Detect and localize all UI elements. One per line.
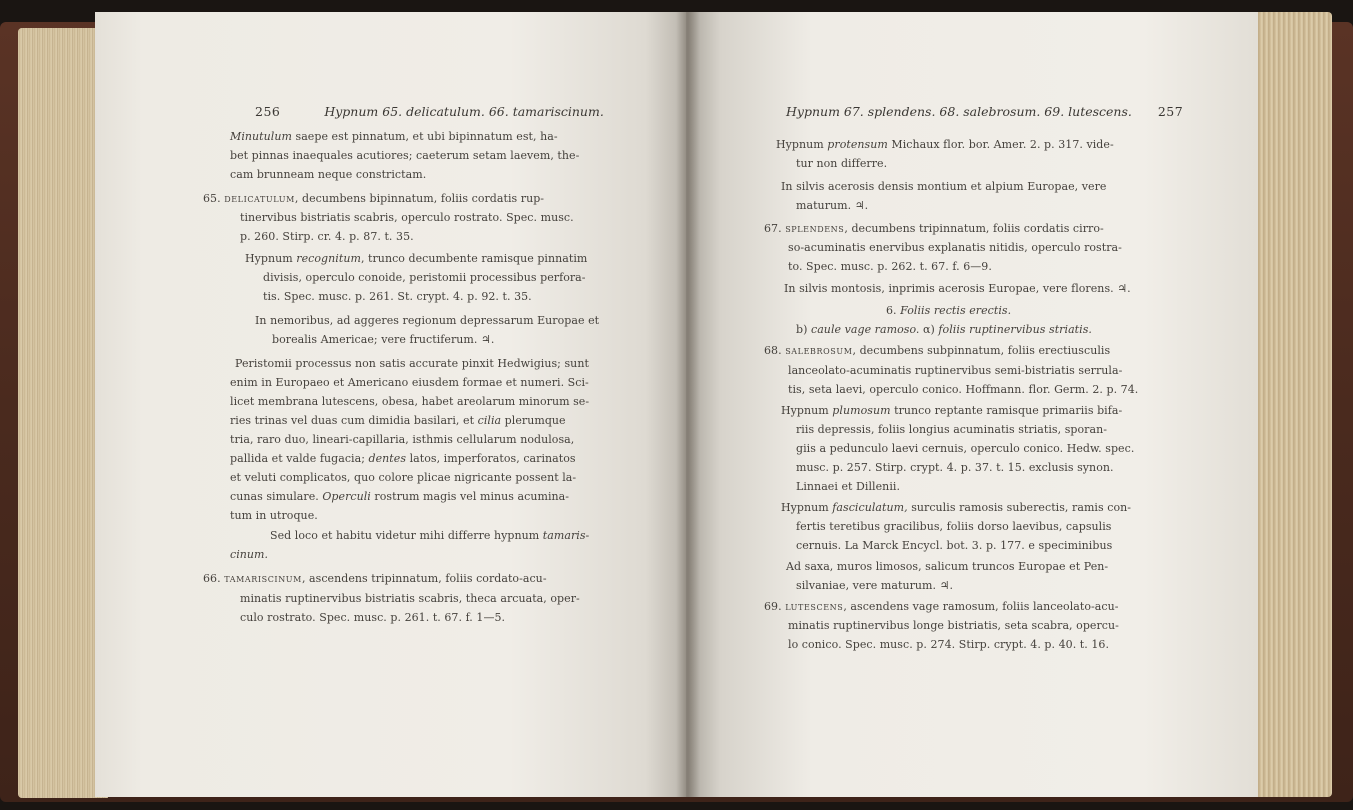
right-text-line: to. Spec. musc. p. 262. t. 67. f. 6—9. xyxy=(788,260,992,273)
right-text-line: riis depressis, foliis longius acuminatis striatis, sporan- xyxy=(796,423,1107,436)
right-text-line: Linnaei et Dillenii. xyxy=(796,480,901,493)
species-name: salebrosum xyxy=(785,344,853,357)
left-text-line: licet membrana lutescens, obesa, habet areolarum minorum se- xyxy=(230,395,590,408)
left-page xyxy=(95,12,687,797)
right-text-line: musc. p. 257. Stirp. crypt. 4. p. 37. t. 15. exclusis synon. xyxy=(796,461,1114,474)
left-running-head xyxy=(255,104,604,119)
left-running-title: Hypnum 65. delicatulum. 66. tamariscinum. xyxy=(324,104,604,119)
species-name: tamariscinum xyxy=(224,572,302,585)
left-text-line: divisis, operculo conoide, peristomii processibus perfora- xyxy=(263,271,586,284)
right-text-line: minatis ruptinervibus longe bistriatis, seta scabra, opercu- xyxy=(788,619,1119,632)
right-text-line: b) caule vage ramoso. α) foliis ruptinervibus striatis. xyxy=(796,323,1092,336)
right-text-line: Hypnum protensum Michaux flor. bor. Amer. 2. p. 317. vide- xyxy=(776,138,1114,151)
right-text-line: 68. salebrosum, decumbens subpinnatum, foliis erectiusculis xyxy=(764,344,1111,357)
right-text-line: tur non differre. xyxy=(796,157,888,170)
species-number: 69. xyxy=(764,600,786,613)
left-text-line: tria, raro duo, lineari-capillaria, isthmis cellularum nodulosa, xyxy=(230,433,575,446)
right-text-line: 67. splendens, decumbens tripinnatum, foliis cordatis cirro- xyxy=(764,222,1104,235)
left-text-line: p. 260. Stirp. cr. 4. p. 87. t. 35. xyxy=(240,230,414,243)
right-text-line: Hypnum plumosum trunco reptante ramisque primariis bifa- xyxy=(781,404,1123,417)
species-number: 65. xyxy=(203,192,225,205)
left-page-number: 256 xyxy=(255,104,281,119)
left-text-line: pallida et valde fugacia; dentes latos, imperforatos, carinatos xyxy=(230,452,576,465)
species-number: 66. xyxy=(203,572,225,585)
right-text-line: In silvis acerosis densis montium et alpium Europae, vere xyxy=(781,180,1107,193)
left-text-line: cinum. xyxy=(230,548,269,561)
species-name: splendens xyxy=(785,222,845,235)
left-text-line: bet pinnas inaequales acutiores; caeterum setam laevem, the- xyxy=(230,149,580,162)
right-text-line: Ad saxa, muros limosos, salicum truncos Europae et Pen- xyxy=(786,560,1109,573)
right-page xyxy=(686,12,1258,797)
right-text-line: so-acuminatis enervibus explanatis nitidis, operculo rostra- xyxy=(788,241,1122,254)
right-text-line: cernuis. La Marck Encycl. bot. 3. p. 177. e speciminibus xyxy=(796,539,1113,552)
left-text-line: enim in Europaeo et Americano eiusdem formae et numeri. Sci- xyxy=(230,376,589,389)
right-text-line: maturum. ♃. xyxy=(796,199,869,212)
left-text-line: tum in utroque. xyxy=(230,509,318,522)
left-text-line: Minutulum saepe est pinnatum, et ubi bipinnatum est, ha- xyxy=(230,130,558,143)
left-text-line: et veluti complicatos, quo colore plicae nigricante possent la- xyxy=(230,471,577,484)
right-running-head xyxy=(786,104,1183,119)
right-running-title: Hypnum 67. splendens. 68. salebrosum. 69. lutescens. xyxy=(786,104,1132,119)
left-text-line: In nemoribus, ad aggeres regionum depressarum Europae et xyxy=(255,314,600,327)
right-page-number: 257 xyxy=(1157,104,1184,119)
right-text-line: In silvis montosis, inprimis acerosis Europae, vere florens. ♃. xyxy=(784,282,1131,295)
left-text-line: borealis Americae; vere fructiferum. ♃. xyxy=(272,333,495,346)
left-text-line: tis. Spec. musc. p. 261. St. crypt. 4. p. 92. t. 35. xyxy=(263,290,532,303)
left-text-line: ries trinas vel duas cum dimidia basilari, et cilia plerumque xyxy=(230,414,566,427)
right-text-line: 69. lutescens, ascendens vage ramosum, foliis lanceolato-acu- xyxy=(764,600,1119,613)
left-text-line: Sed loco et habitu videtur mihi differre hypnum tamaris- xyxy=(270,529,590,542)
species-name: delicatulum xyxy=(224,192,295,205)
right-text-line: lanceolato-acuminatis ruptinervibus semi-bistriatis serrula- xyxy=(788,364,1123,377)
left-text-line: Hypnum recognitum, trunco decumbente ramisque pinnatim xyxy=(245,252,588,265)
right-text-line: silvaniae, vere maturum. ♃. xyxy=(796,579,954,592)
left-text-line: minatis ruptinervibus bistriatis scabris, theca arcuata, oper- xyxy=(240,592,580,605)
left-text-line: cam brunneam neque constrictam. xyxy=(230,168,427,181)
species-name: lutescens xyxy=(785,600,844,613)
right-text-line: giis a pedunculo laevi cernuis, operculo conico. Hedw. spec. xyxy=(796,442,1135,455)
left-text-line: Peristomii processus non satis accurate pinxit Hedwigius; sunt xyxy=(235,357,589,370)
right-text-line: tis, seta laevi, operculo conico. Hoffmann. flor. Germ. 2. p. 74. xyxy=(788,383,1139,396)
species-number: 68. xyxy=(764,344,786,357)
left-text-line: tinervibus bistriatis scabris, operculo rostrato. Spec. musc. xyxy=(240,211,574,224)
right-text-line: Hypnum fasciculatum, surculis ramosis suberectis, ramis con- xyxy=(781,501,1132,514)
right-text-line: lo conico. Spec. musc. p. 274. Stirp. crypt. 4. p. 40. t. 16. xyxy=(788,638,1110,651)
left-text-line: cunas simulare. Operculi rostrum magis vel minus acumina- xyxy=(230,490,570,503)
left-text-line: 65. delicatulum, decumbens bipinnatum, foliis cordatis rup- xyxy=(203,192,545,205)
left-text-line: 66. tamariscinum, ascendens tripinnatum, foliis cordato-acu- xyxy=(203,572,547,585)
right-text-line: 6. Foliis rectis erectis. xyxy=(886,304,1012,317)
species-number: 67. xyxy=(764,222,786,235)
page-edges-right xyxy=(1250,12,1332,797)
gutter-shadow xyxy=(676,12,700,797)
right-text-line: fertis teretibus gracilibus, foliis dorso laevibus, capsulis xyxy=(796,520,1112,533)
left-text-line: culo rostrato. Spec. musc. p. 261. t. 67. f. 1—5. xyxy=(240,611,506,624)
